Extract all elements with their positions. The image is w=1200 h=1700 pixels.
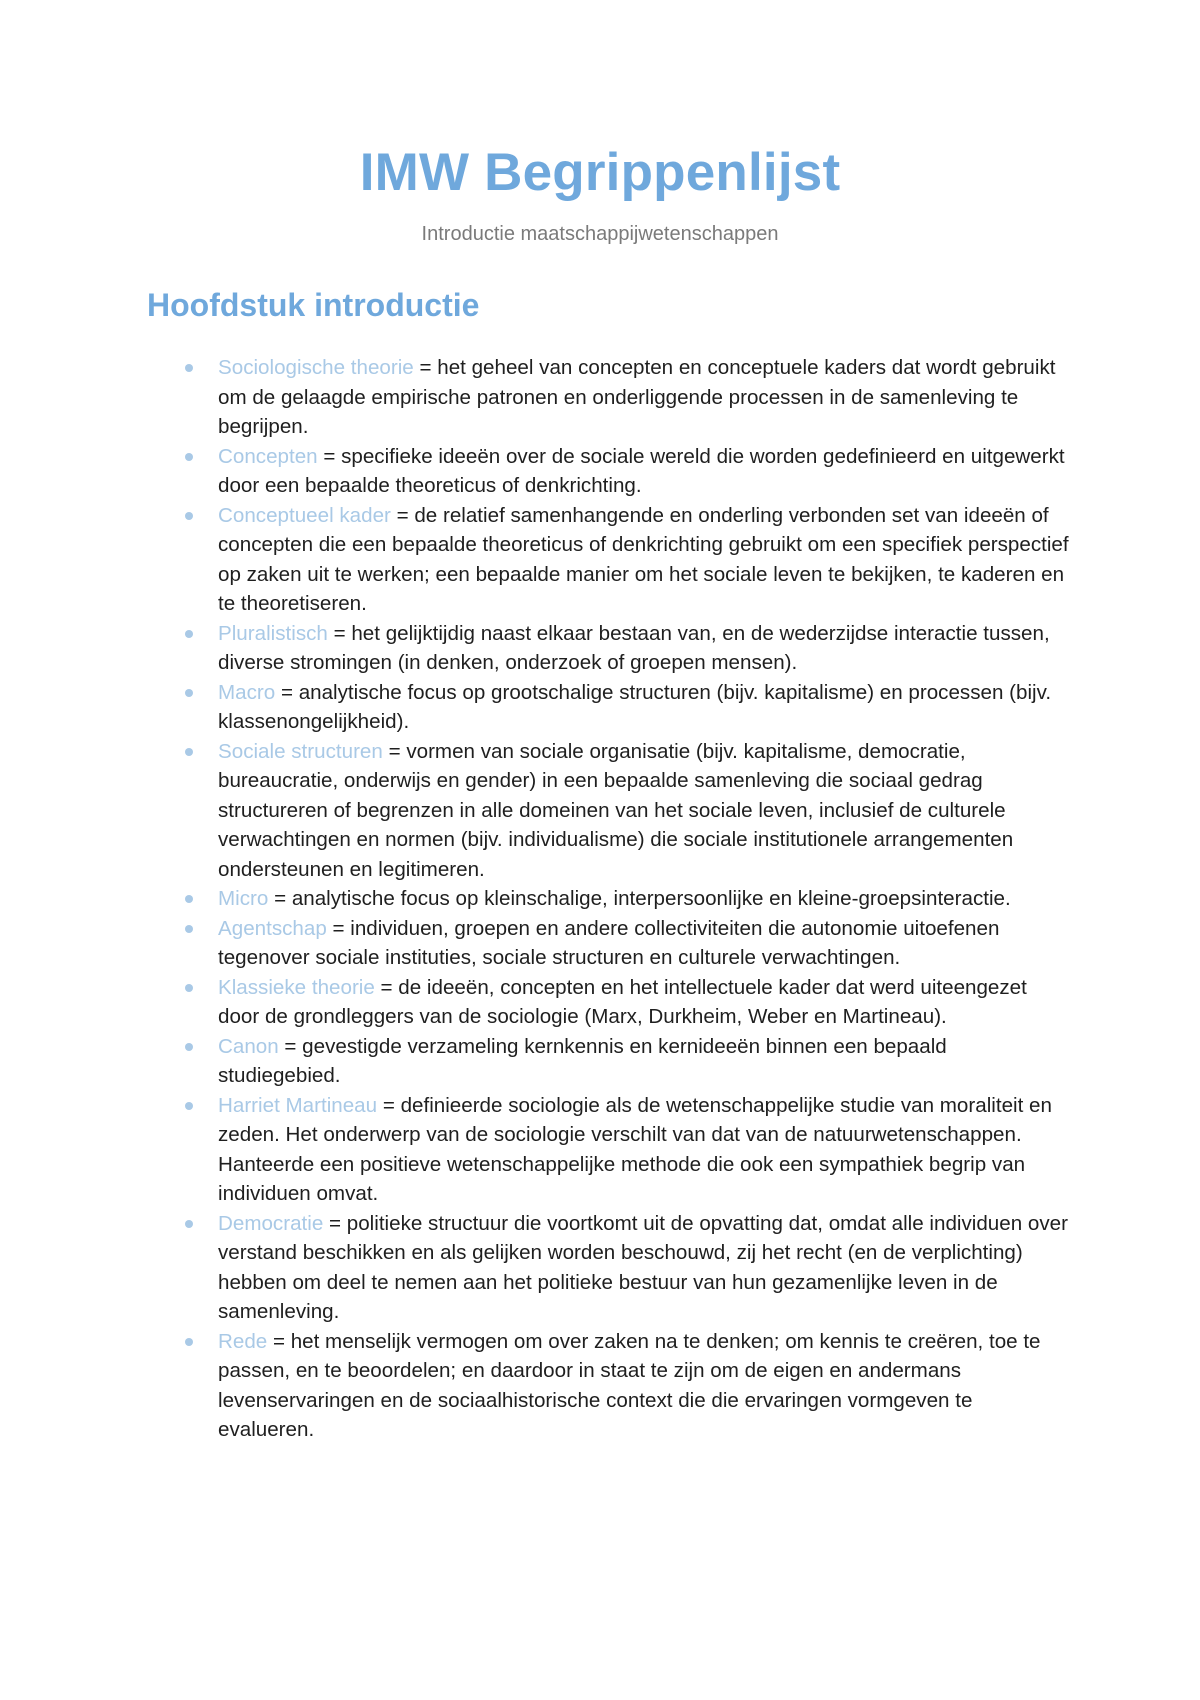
term-definition: = individuen, groepen en andere collectiviteiten die autonomie uitoefenen tegenover sociale instituties, sociale structuren en culturele verwachtingen. (218, 916, 1000, 969)
list-item (218, 678, 1070, 737)
bullet-icon (185, 1338, 193, 1346)
document-subtitle: Introductie maatschappijwetenschappen (421, 223, 779, 245)
list-item (218, 442, 1070, 501)
term-definition: = de relatief samenhangende en onderling verbonden set van ideeën of concepten die een bepaalde theoreticus of denkrichting gebruikt om een specifiek perspectief op zaken uit te werken; een bepaalde manier om het sociale leven te bekijken, te kaderen en te theoretiseren. (218, 503, 1069, 615)
term-definition: = analytische focus op kleinschalige, interpersoonlijke en kleine-groepsinteractie. (268, 887, 1011, 910)
bullet-icon (185, 689, 193, 697)
term-definition: = de ideeën, concepten en het intellectuele kader dat werd uiteengezet door de grondleggers van de sociologie (Marx, Durkheim, Weber en Martineau). (218, 975, 1027, 1028)
bullet-icon (185, 364, 193, 372)
list-item (218, 1032, 1070, 1091)
term-label: Harriet Martineau (218, 1093, 378, 1117)
list-item (218, 501, 1070, 619)
term-definition: = het geheel van concepten en conceptuele kaders dat wordt gebruikt om de gelaagde empirische patronen en onderliggende processen in de samenleving te begrijpen. (218, 356, 1056, 438)
list-item (218, 1327, 1070, 1445)
bullet-icon (185, 1102, 193, 1110)
section-heading: Hoofdstuk introductie (147, 287, 480, 323)
term-label: Agentschap (218, 916, 327, 940)
list-item (218, 1209, 1070, 1327)
bullet-icon (185, 453, 193, 461)
term-label: Rede (218, 1329, 268, 1353)
term-label: Micro (218, 887, 269, 910)
term-label: Canon (218, 1034, 279, 1058)
bullet-icon (185, 630, 193, 638)
term-label: Conceptueel kader (218, 503, 391, 527)
bullet-icon (185, 984, 193, 992)
bullet-icon (185, 895, 193, 903)
bullet-icon (185, 925, 193, 933)
term-definition: = definieerde sociologie als de wetenschappelijke studie van moraliteit en zeden. Het onderwerp van de sociologie verschilt van dat van de natuurwetenschappen. Hanteerde een positieve wetenschappelijke methode die ook een sympathiek begrip van individuen omvat. (218, 1093, 1052, 1205)
term-definition: = specifieke ideeën over de sociale wereld die worden gedefinieerd en uitgewerkt door een bepaalde theoreticus of denkrichting. (218, 444, 1065, 497)
list-item (218, 619, 1070, 678)
bullet-icon (185, 748, 193, 756)
bullet-icon (185, 1220, 193, 1228)
bullet-icon (185, 512, 193, 520)
list-item (218, 973, 1070, 1032)
list-item (218, 884, 1070, 914)
term-definition: = het menselijk vermogen om over zaken na te denken; om kennis te creëren, toe te passen, en te beoordelen; en daardoor in staat te zijn om de eigen en andermans levenservaringen en de sociaalhistorische context die die ervaringen vormgeven te evalueren. (218, 1329, 1041, 1441)
list-item (218, 737, 1070, 885)
list-item (218, 353, 1070, 442)
term-label: Pluralistisch (218, 621, 328, 645)
document-title: IMW Begrippenlijst (359, 143, 841, 202)
term-label: Concepten (218, 444, 318, 468)
list-item (218, 914, 1070, 973)
term-definition: = analytische focus op grootschalige structuren (bijv. kapitalisme) en processen (bijv. klassenongelijkheid). (218, 680, 1052, 733)
list-item (218, 1091, 1070, 1209)
term-label: Sociologische theorie (218, 356, 414, 379)
term-definition: = politieke structuur die voortkomt uit de opvatting dat, omdat alle individuen over verstand beschikken en als gelijken worden beschouwd, zij het recht (en de verplichting) hebben om deel te nemen aan het politieke bestuur van hun gezamenlijke leven in de samenleving. (218, 1211, 1068, 1323)
term-label: Klassieke theorie (218, 975, 375, 999)
term-list (218, 353, 1070, 1445)
term-label: Democratie (218, 1211, 324, 1235)
term-definition: = het gelijktijdig naast elkaar bestaan van, en de wederzijdse interactie tussen, diverse stromingen (in denken, onderzoek of groepen mensen). (218, 621, 1050, 674)
term-definition: = gevestigde verzameling kernkennis en kernideeën binnen een bepaald studiegebied. (218, 1034, 947, 1087)
term-definition: = vormen van sociale organisatie (bijv. kapitalisme, democratie, bureaucratie, onderwijs en gender) in een bepaalde samenleving die sociaal gedrag structureren of begrenzen in alle domeinen van het sociale leven, inclusief de culturele verwachtingen en normen (bijv. individualisme) die sociale institutionele arrangementen ondersteunen en legitimeren. (218, 739, 1014, 881)
term-label: Sociale structuren (218, 739, 383, 763)
bullet-icon (185, 1043, 193, 1051)
term-label: Macro (218, 680, 276, 704)
